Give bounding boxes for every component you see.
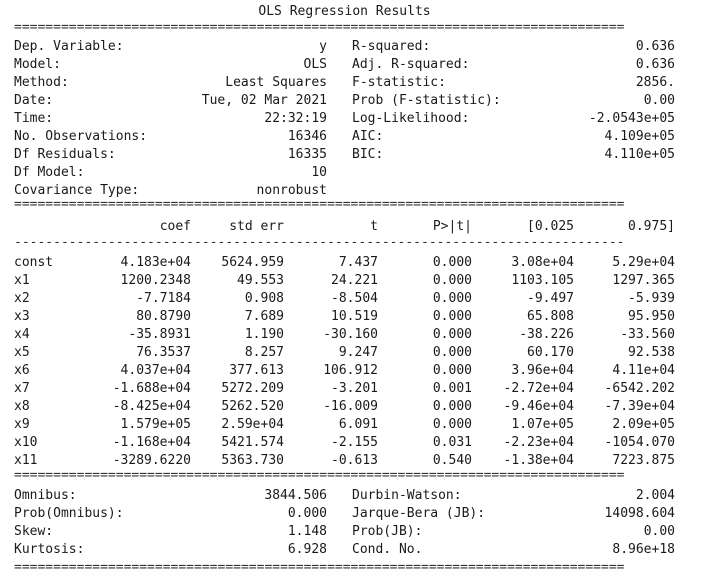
header-left-value: nonrobust	[256, 183, 327, 198]
coef-cell-lo: 3.08e+04	[511, 255, 574, 270]
coef-cell-p: 0.000	[432, 309, 472, 324]
header-right-value: 0.636	[635, 57, 675, 72]
header-left-value: 16346	[287, 129, 327, 144]
coef-cell-t: -2.155	[331, 435, 378, 450]
coef-cell-coef: -7.7184	[136, 291, 191, 306]
coef-cell-t: 7.437	[338, 255, 378, 270]
header-right-label: Prob (F-statistic):	[352, 93, 501, 108]
coef-column-header: P>|t|	[432, 219, 472, 234]
coef-row-name: x9	[14, 417, 30, 432]
coef-cell-std-err: 377.613	[229, 363, 284, 378]
coef-cell-std-err: 2.59e+04	[221, 417, 284, 432]
header-left-value: Least Squares	[225, 75, 327, 90]
coef-cell-t: 24.221	[331, 273, 378, 288]
coef-cell-p: 0.000	[432, 345, 472, 360]
coef-cell-p: 0.000	[432, 363, 472, 378]
coef-row-name: x1	[14, 273, 30, 288]
footer-right-label: Cond. No.	[352, 542, 423, 557]
coef-cell-lo: 1103.105	[511, 273, 574, 288]
coef-cell-lo: -1.38e+04	[503, 453, 574, 468]
coef-cell-lo: -9.497	[527, 291, 574, 306]
coef-cell-coef: 1200.2348	[120, 273, 191, 288]
footer-right-value: 2.004	[635, 488, 675, 503]
coef-cell-coef: -8.425e+04	[112, 399, 191, 414]
header-right-label: BIC:	[352, 147, 384, 162]
coef-column-header: t	[370, 219, 378, 234]
coef-row-name: x10	[14, 435, 38, 450]
report-title: OLS Regression Results	[258, 4, 431, 19]
coef-cell-std-err: 5272.209	[221, 381, 284, 396]
coef-row-name: x2	[14, 291, 30, 306]
header-left-label: Df Model:	[14, 165, 85, 180]
coef-column-header: coef	[159, 219, 191, 234]
coef-cell-hi: 1297.365	[612, 273, 675, 288]
footer-bottom-rule: ==============================================================================	[14, 563, 625, 572]
coef-cell-hi: -5.939	[628, 291, 675, 306]
coef-cell-std-err: 1.190	[244, 327, 284, 342]
coef-cell-t: 9.247	[338, 345, 378, 360]
coef-cell-t: -3.201	[331, 381, 378, 396]
coef-row-name: x8	[14, 399, 30, 414]
coef-cell-hi: 7223.875	[612, 453, 675, 468]
coef-cell-coef: 4.183e+04	[120, 255, 191, 270]
coef-column-header: [0.025	[527, 219, 574, 234]
coef-cell-p: 0.540	[432, 453, 472, 468]
footer-left-label: Prob(Omnibus):	[14, 506, 124, 521]
header-right-label: Log-Likelihood:	[352, 111, 470, 126]
coef-cell-coef: 76.3537	[136, 345, 191, 360]
header-left-value: y	[319, 39, 327, 54]
coef-cell-lo: -2.72e+04	[503, 381, 574, 396]
ols-regression-report	[14, 0, 675, 576]
coef-cell-hi: 2.09e+05	[612, 417, 675, 432]
header-left-value: 16335	[287, 147, 327, 162]
header-left-label: No. Observations:	[14, 129, 148, 144]
coef-column-header: std err	[229, 219, 284, 234]
coef-cell-t: 10.519	[331, 309, 378, 324]
coef-bottom-rule: ==============================================================================	[14, 471, 625, 480]
footer-left-value: 0.000	[287, 506, 327, 521]
coef-cell-lo: 60.170	[527, 345, 574, 360]
footer-left-label: Kurtosis:	[14, 542, 85, 557]
coef-cell-t: -16.009	[323, 399, 378, 414]
footer-left-value: 3844.506	[264, 488, 327, 503]
footer-right-label: Jarque-Bera (JB):	[352, 506, 486, 521]
coef-header-rule: ------------------------------------------------------------------------------	[14, 238, 625, 247]
coef-cell-t: -8.504	[331, 291, 378, 306]
footer-left-value: 6.928	[287, 542, 327, 557]
footer-left-label: Omnibus:	[14, 488, 77, 503]
header-left-label: Df Residuals:	[14, 147, 116, 162]
coef-cell-lo: 65.808	[527, 309, 574, 324]
footer-left-label: Skew:	[14, 524, 54, 539]
header-left-value: 22:32:19	[264, 111, 327, 126]
header-left-label: Model:	[14, 57, 61, 72]
header-left-label: Dep. Variable:	[14, 39, 124, 54]
coef-cell-std-err: 5363.730	[221, 453, 284, 468]
header-right-value: 0.00	[643, 93, 675, 108]
header-right-label: Adj. R-squared:	[352, 57, 470, 72]
coef-cell-p: 0.000	[432, 399, 472, 414]
header-right-value: -2.0543e+05	[588, 111, 675, 126]
coef-cell-p: 0.000	[432, 255, 472, 270]
coef-cell-t: -30.160	[323, 327, 378, 342]
coef-cell-t: -0.613	[331, 453, 378, 468]
coef-cell-std-err: 5421.574	[221, 435, 284, 450]
coef-cell-lo: -2.23e+04	[503, 435, 574, 450]
coef-cell-p: 0.000	[432, 327, 472, 342]
header-right-label: R-squared:	[352, 39, 431, 54]
coef-cell-t: 106.912	[323, 363, 378, 378]
coef-cell-t: 6.091	[338, 417, 378, 432]
header-left-label: Method:	[14, 75, 69, 90]
footer-right-value: 8.96e+18	[612, 542, 675, 557]
coef-cell-p: 0.000	[432, 291, 472, 306]
coef-cell-p: 0.000	[432, 273, 472, 288]
coef-cell-hi: -33.560	[620, 327, 675, 342]
coef-cell-coef: -35.8931	[128, 327, 191, 342]
coef-row-name: x6	[14, 363, 30, 378]
coef-cell-p: 0.031	[432, 435, 472, 450]
header-right-value: 0.636	[635, 39, 675, 54]
coef-cell-std-err: 8.257	[244, 345, 284, 360]
header-left-label: Covariance Type:	[14, 183, 140, 198]
coef-cell-hi: -7.39e+04	[604, 399, 675, 414]
coef-row-name: x3	[14, 309, 30, 324]
footer-right-value: 0.00	[643, 524, 675, 539]
coef-row-name: const	[14, 255, 54, 270]
header-bottom-rule: ==============================================================================	[14, 200, 625, 209]
coef-cell-coef: 80.8790	[136, 309, 191, 324]
coef-cell-p: 0.000	[432, 417, 472, 432]
coef-cell-hi: 95.950	[628, 309, 675, 324]
coef-cell-hi: 5.29e+04	[612, 255, 675, 270]
coef-cell-lo: 1.07e+05	[511, 417, 574, 432]
coef-cell-lo: 3.96e+04	[511, 363, 574, 378]
coef-cell-std-err: 49.553	[237, 273, 284, 288]
header-right-value: 4.110e+05	[604, 147, 675, 162]
coef-cell-coef: 1.579e+05	[120, 417, 191, 432]
header-right-value: 4.109e+05	[604, 129, 675, 144]
footer-right-value: 14098.604	[604, 506, 675, 521]
coef-cell-std-err: 7.689	[244, 309, 284, 324]
coef-row-name: x4	[14, 327, 30, 342]
header-right-label: AIC:	[352, 129, 384, 144]
coef-cell-std-err: 5624.959	[221, 255, 284, 270]
header-left-label: Date:	[14, 93, 54, 108]
header-left-value: 10	[311, 165, 327, 180]
coef-cell-coef: -3289.6220	[112, 453, 191, 468]
coef-cell-p: 0.001	[432, 381, 472, 396]
coef-row-name: x5	[14, 345, 30, 360]
footer-right-label: Prob(JB):	[352, 524, 423, 539]
coef-cell-hi: 4.11e+04	[612, 363, 675, 378]
coef-cell-hi: -6542.202	[604, 381, 675, 396]
header-left-value: Tue, 02 Mar 2021	[201, 93, 327, 108]
header-left-label: Time:	[14, 111, 54, 126]
coef-cell-coef: -1.168e+04	[112, 435, 191, 450]
footer-right-label: Durbin-Watson:	[352, 488, 462, 503]
coef-cell-hi: -1054.070	[604, 435, 675, 450]
coef-cell-coef: 4.037e+04	[120, 363, 191, 378]
coef-cell-lo: -9.46e+04	[503, 399, 574, 414]
coef-cell-coef: -1.688e+04	[112, 381, 191, 396]
coef-cell-hi: 92.538	[628, 345, 675, 360]
header-left-value: OLS	[303, 57, 327, 72]
header-top-rule: ==============================================================================	[14, 23, 625, 32]
coef-cell-std-err: 0.908	[244, 291, 284, 306]
footer-left-value: 1.148	[287, 524, 327, 539]
coef-cell-std-err: 5262.520	[221, 399, 284, 414]
coef-column-header: 0.975]	[628, 219, 675, 234]
header-right-label: F-statistic:	[352, 75, 446, 90]
coef-row-name: x7	[14, 381, 30, 396]
coef-cell-lo: -38.226	[519, 327, 574, 342]
coef-row-name: x11	[14, 453, 38, 468]
header-right-value: 2856.	[635, 75, 675, 90]
